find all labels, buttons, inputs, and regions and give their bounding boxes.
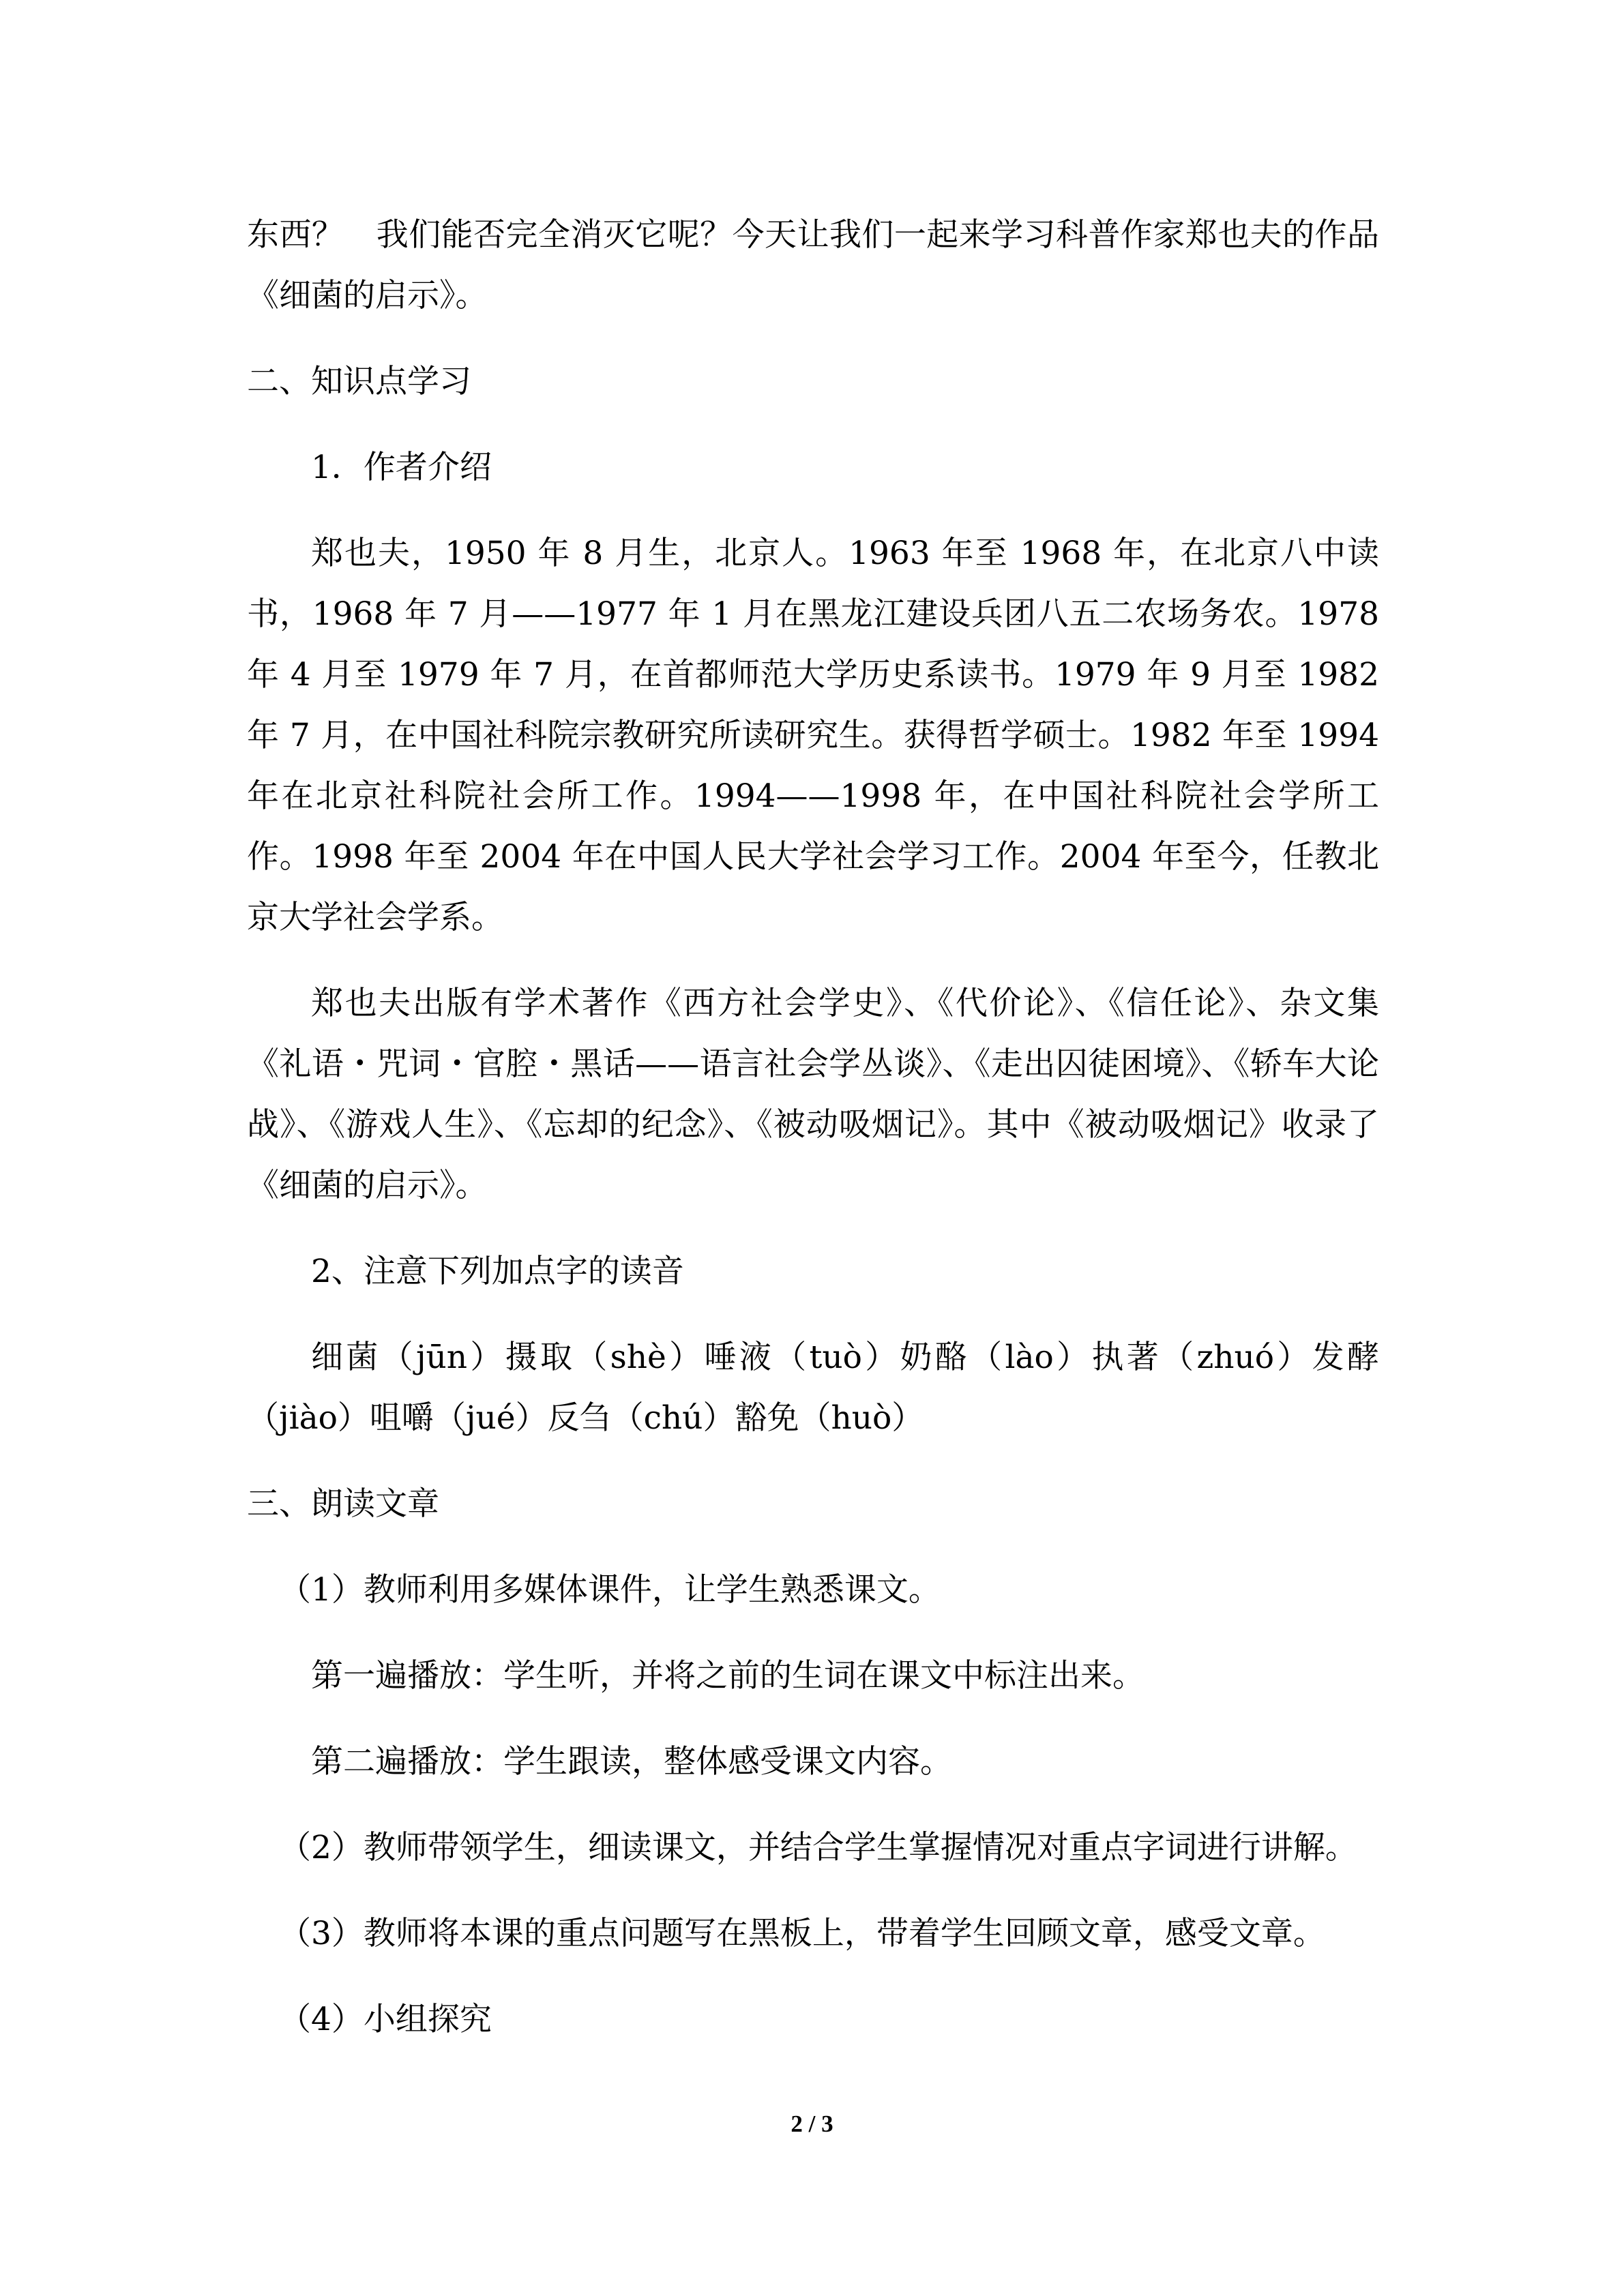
subheading-author-intro: 1．作者介绍 — [311, 449, 492, 486]
author-biography-paragraph: 郑也夫，1950 年 8 月生，北京人。1963 年至 1968 年，在北京八中读书，1968 年 7 月——1977 年 1 月在黑龙江建设兵团八五二农场务农。1978 年 4 月至 1979 年 7 月，在首都师范大学历史系读书。1979 年 9 月至 1982 年 7 月，在中国社科院宗教研究所读研究生。获得哲学硕士。1982 年至 1994 年在北京社科院社会所工作。1994——1998 年，在中国社科院社会学所工作。1998 年至 2004 年在中国人民大学社会学习工作。2004 年至今，任教北京大学社会学系。 — [247, 535, 1379, 936]
reading-step-2: （2）教师带领学生，细读课文，并结合学生掌握情况对重点字词进行讲解。 — [279, 1829, 1357, 1866]
pronunciation-list: 细菌（jūn）摄取（shè）唾液（tuò）奶酪（lào）执著（zhuó）发酵（jiào）咀嚼（jué）反刍（chú）豁免（huò） — [247, 1339, 1379, 1437]
author-works-paragraph: 郑也夫出版有学术著作《西方社会学史》、《代价论》、《信任论》、杂文集《礼语・咒词・官腔・黑话——语言社会学丛谈》、《走出囚徒困境》、《轿车大论战》、《游戏人生》、《忘却的纪念》、《被动吸烟记》。其中《被动吸烟记》收录了《细菌的启示》。 — [247, 985, 1379, 1204]
reading-step-4: （4）小组探究 — [279, 2001, 492, 2038]
reading-step-3: （3）教师将本课的重点问题写在黑板上，带着学生回顾文章，感受文章。 — [279, 1915, 1325, 1952]
page-number: 2 / 3 — [791, 2111, 833, 2137]
first-playback-line: 第一遍播放：学生听，并将之前的生词在课文中标注出来。 — [311, 1657, 1145, 1695]
reading-step-1: （1）教师利用多媒体课件，让学生熟悉课文。 — [279, 1571, 941, 1609]
section-heading-knowledge: 二、知识点学习 — [247, 363, 471, 400]
second-playback-line: 第二遍播放：学生跟读，整体感受课文内容。 — [311, 1743, 952, 1780]
intro-paragraph: 东西？ 我们能否完全消灭它呢？今天让我们一起来学习科普作家郑也夫的作品《细菌的启示》。 — [247, 216, 1379, 314]
section-heading-reading: 三、朗读文章 — [247, 1485, 439, 1523]
subheading-pronunciation: 2、注意下列加点字的读音 — [311, 1253, 684, 1290]
document-body — [247, 205, 1379, 2050]
